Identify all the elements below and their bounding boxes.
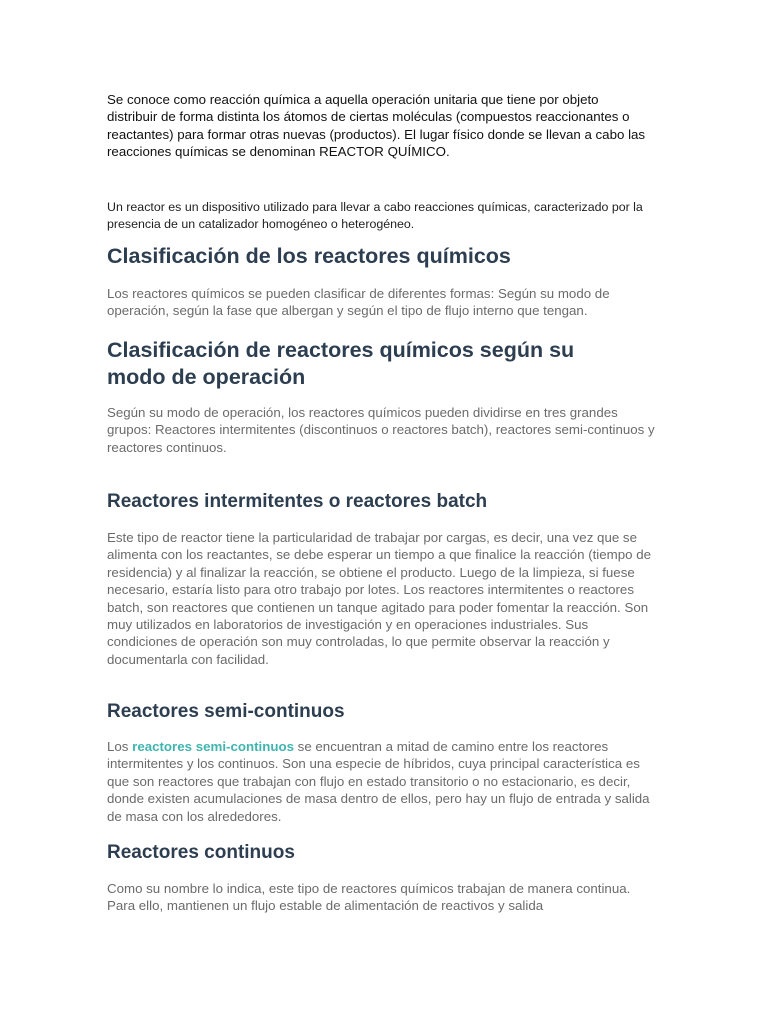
- heading-reactores-semi-continuos: Reactores semi-continuos: [107, 701, 345, 722]
- reactor-definition-paragraph: Un reactor es un dispositivo utilizado para llevar a cabo reacciones químicas, caracterizado por la presencia de un catalizador homogéneo o heterogéneo.: [107, 200, 643, 231]
- paragraph-reactores-continuos: Como su nombre lo indica, este tipo de reactores químicos trabajan de manera continua. Para ello, mantienen un flujo estable de alimentación de reactivos y salida: [107, 881, 631, 914]
- paragraph-reactores-batch: Este tipo de reactor tiene la particularidad de trabajar por cargas, es decir, una vez que se alimenta con los reactantes, se debe esperar un tiempo a que finalice la reacción (tiempo de residencia) y al finalizar la reacción, se obtiene el producto. Luego de la limpieza, si fuese necesario, estaría listo para otro trabajo por lotes. Los reactores intermitentes o reactores batch, son reactores que contienen un tanque agitado para poder fomentar la reacción. Son muy utilizados en laboratorios de investigación y en operaciones industriales. Sus condiciones de operación son muy controladas, lo que permite observar la reacción y documentarla con facilidad.: [107, 530, 652, 667]
- heading-reactores-continuos: Reactores continuos: [107, 842, 295, 863]
- reactores-semi-continuos-link[interactable]: reactores semi-continuos: [132, 739, 294, 754]
- heading-modo-operacion: Clasificación de reactores químicos según su modo de operación: [107, 338, 575, 389]
- semi-continuos-text-after: se encuentran a mitad de camino entre los reactores intermitentes y los continuos. Son una especie de híbridos, cuya principal característica es que son reactores que trabajan con flujo en estado transitorio o no estacionario, es decir, donde existen acumulaciones de masa dentro de ellos, pero hay un flujo de entrada y salida de masa con los alrededores.: [107, 739, 650, 824]
- paragraph-clasificacion: Los reactores químicos se pueden clasificar de diferentes formas: Según su modo de operación, según la fase que albergan y según el tipo de flujo interno que tengan.: [107, 286, 610, 319]
- semi-continuos-text-before: Los: [107, 739, 133, 754]
- paragraph-modo-operacion: Según su modo de operación, los reactores químicos pueden dividirse en tres grandes grupos: Reactores intermitentes (discontinuos o reactores batch), reactores semi-continuos y reactores continuos.: [107, 405, 655, 455]
- heading-clasificacion: Clasificación de los reactores químicos: [107, 244, 511, 268]
- paragraph-reactores-semi-continuos: [107, 738, 655, 825]
- intro-paragraph: Se conoce como reacción química a aquella operación unitaria que tiene por objeto distribuir de forma distinta los átomos de ciertas moléculas (compuestos reaccionantes o reactantes) para formar otras nuevas (productos). El lugar físico donde se llevan a cabo las reacciones químicas se denominan REACTOR QUÍMICO.: [107, 92, 646, 160]
- heading-reactores-batch: Reactores intermitentes o reactores batch: [107, 491, 488, 512]
